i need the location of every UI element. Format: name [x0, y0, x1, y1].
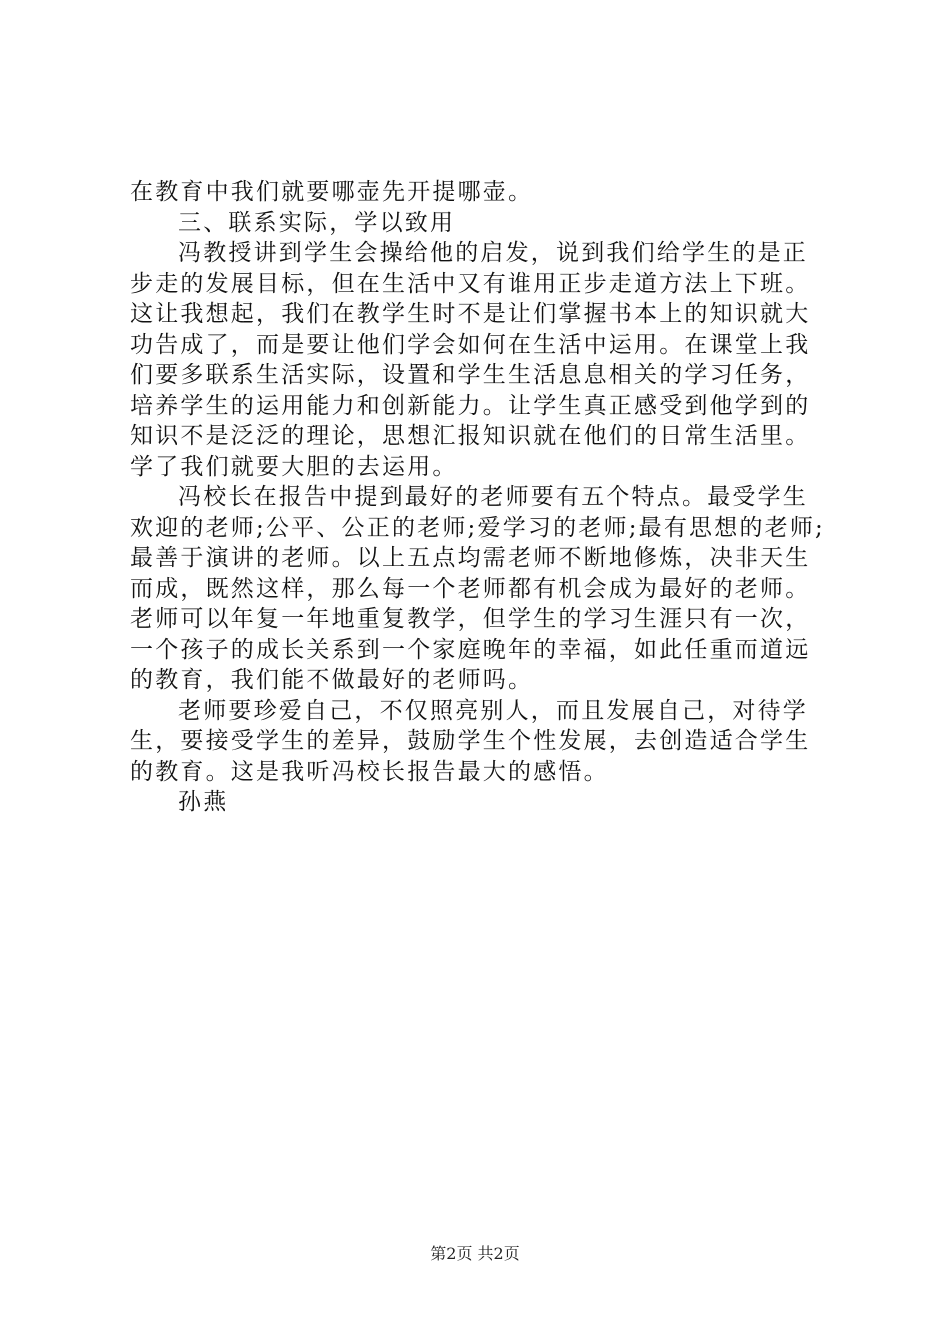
text-line: 生，要接受学生的差异，鼓励学生个性发展，去创造适合学生 [130, 728, 811, 754]
text-line: 知识不是泛泛的理论，思想汇报知识就在他们的日常生活里。 [130, 423, 811, 449]
section-heading: 三、联系实际，学以致用 [178, 209, 456, 236]
text-line: 最善于演讲的老师。以上五点均需老师不断地修炼，决非天生 [130, 545, 811, 571]
text-line: 学了我们就要大胆的去运用。 [130, 453, 458, 480]
document-body [130, 177, 830, 818]
text-line: 的教育。这是我听冯校长报告最大的感悟。 [130, 758, 609, 785]
text-line: 功告成了，而是要让他们学会如何在生活中运用。在课堂上我 [130, 331, 811, 358]
text-line: 冯校长在报告中提到最好的老师要有五个特点。最受学生 [178, 484, 808, 510]
text-line: 这让我想起，我们在教学生时不是让们掌握书本上的知识就大 [130, 301, 811, 327]
text-line: 老师要珍爱自己，不仅照亮别人，而且发展自己，对待学 [178, 697, 808, 724]
text-line: 而成，既然这样，那么每一个老师都有机会成为最好的老师。 [130, 575, 811, 602]
text-line: 在教育中我们就要哪壶先开提哪壶。 [130, 179, 534, 205]
text-line: 培养学生的运用能力和创新能力。让学生真正感受到他学到的 [130, 392, 811, 419]
page-number-footer: 第2页 共2页 [430, 1244, 520, 1263]
text-line: 步走的发展目标，但在生活中又有谁用正步走道方法上下班。 [130, 270, 811, 297]
text-line: 一个孩子的成长关系到一个家庭晚年的幸福，如此任重而道远 [130, 636, 811, 663]
author-signature: 孙燕 [178, 789, 229, 815]
text-line: 的教育，我们能不做最好的老师吗。 [130, 667, 534, 693]
text-line: 欢迎的老师;公平、公正的老师;爱学习的老师;最有思想的老师; [130, 514, 825, 541]
text-line: 们要多联系生活实际，设置和学生生活息息相关的学习任务， [130, 362, 811, 388]
text-line: 老师可以年复一年地重复教学，但学生的学习生涯只有一次， [130, 606, 811, 632]
text-line: 冯教授讲到学生会操给他的启发，说到我们给学生的是正 [178, 240, 808, 266]
